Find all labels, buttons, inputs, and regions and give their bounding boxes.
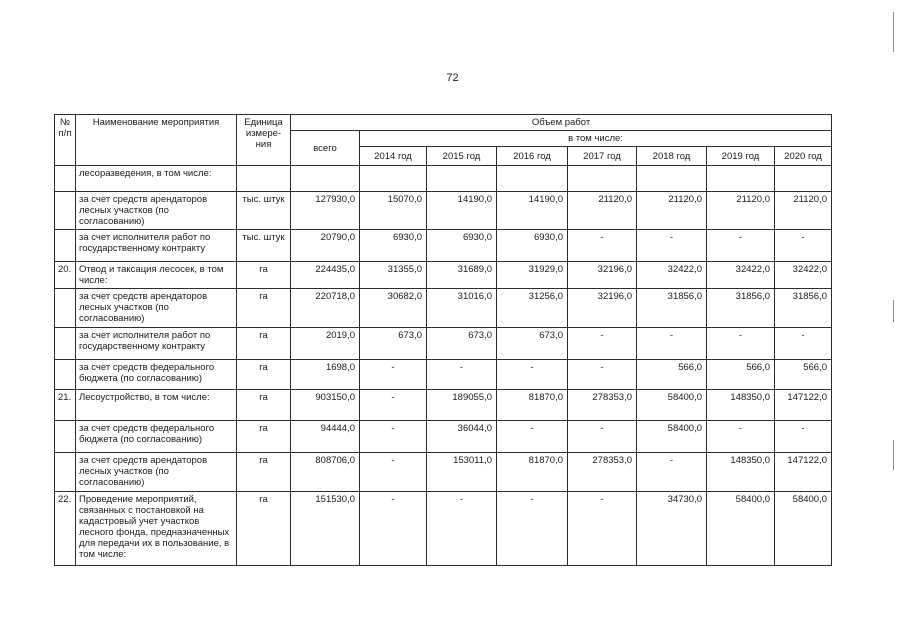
total-cell: 94444,0: [291, 421, 360, 453]
year-value-cell: -: [775, 421, 832, 453]
header-unit: Единица измере-ния: [237, 115, 291, 166]
unit-cell: тыс. штук: [237, 230, 291, 262]
activity-name: Проведение мероприятий, связанных с постановкой на кадастровый учет участков лесного фонда, предназначенных для передачи их в пользование, в том числе:: [76, 492, 237, 566]
header-volume: Объем работ: [291, 115, 832, 131]
year-value-cell: [775, 166, 832, 192]
year-value-cell: 148350,0: [707, 453, 775, 492]
activity-name: за счет средств федерального бюджета (по согласованию): [76, 360, 237, 390]
unit-cell: га: [237, 453, 291, 492]
year-value-cell: [707, 166, 775, 192]
year-value-cell: 278353,0: [568, 453, 637, 492]
row-number: [55, 192, 76, 230]
total-cell: 903150,0: [291, 390, 360, 421]
activity-name: Лесоустройство, в том числе:: [76, 390, 237, 421]
year-value-cell: 32196,0: [568, 262, 637, 289]
page-number: 72: [446, 72, 459, 84]
table-row: [55, 453, 832, 492]
year-value-cell: 81870,0: [497, 453, 568, 492]
year-value-cell: -: [360, 492, 427, 566]
year-value-cell: -: [775, 328, 832, 360]
year-value-cell: -: [775, 230, 832, 262]
year-value-cell: -: [360, 390, 427, 421]
row-number: 21.: [55, 390, 76, 421]
year-value-cell: 32422,0: [637, 262, 707, 289]
year-value-cell: 31016,0: [427, 289, 497, 328]
year-value-cell: 36044,0: [427, 421, 497, 453]
year-value-cell: -: [360, 360, 427, 390]
year-value-cell: -: [497, 492, 568, 566]
activity-name: за счет средств арендаторов лесных участков (по согласованию): [76, 289, 237, 328]
year-value-cell: -: [360, 453, 427, 492]
year-value-cell: 32422,0: [775, 262, 832, 289]
year-value-cell: 15070,0: [360, 192, 427, 230]
year-value-cell: 58400,0: [637, 390, 707, 421]
total-cell: 2019,0: [291, 328, 360, 360]
year-value-cell: 32422,0: [707, 262, 775, 289]
year-value-cell: 6930,0: [360, 230, 427, 262]
header-total: всего: [291, 131, 360, 166]
year-value-cell: -: [707, 230, 775, 262]
year-value-cell: 31856,0: [637, 289, 707, 328]
year-value-cell: -: [637, 328, 707, 360]
activity-name: за счет средств арендаторов лесных участков (по согласованию): [76, 192, 237, 230]
table-row: [55, 262, 832, 289]
year-value-cell: 30682,0: [360, 289, 427, 328]
year-value-cell: 58400,0: [637, 421, 707, 453]
year-value-cell: 6930,0: [497, 230, 568, 262]
scan-edge-mark: [893, 12, 894, 52]
year-value-cell: -: [568, 421, 637, 453]
table-row: [55, 289, 832, 328]
unit-cell: [237, 166, 291, 192]
year-value-cell: -: [637, 453, 707, 492]
year-value-cell: 58400,0: [775, 492, 832, 566]
table-row: [55, 421, 832, 453]
scan-edge-mark: [893, 440, 894, 470]
year-value-cell: 566,0: [707, 360, 775, 390]
unit-cell: га: [237, 421, 291, 453]
activity-name: лесоразведения, в том числе:: [76, 166, 237, 192]
table-row: [55, 166, 832, 192]
header-num: № п/п: [55, 115, 76, 166]
year-value-cell: 6930,0: [427, 230, 497, 262]
year-value-cell: 147122,0: [775, 453, 832, 492]
year-value-cell: [497, 166, 568, 192]
year-value-cell: -: [568, 328, 637, 360]
year-value-cell: 31929,0: [497, 262, 568, 289]
total-cell: 1698,0: [291, 360, 360, 390]
total-cell: 127930,0: [291, 192, 360, 230]
unit-cell: га: [237, 492, 291, 566]
total-cell: 220718,0: [291, 289, 360, 328]
header-year: 2019 год: [707, 147, 775, 166]
total-cell: [291, 166, 360, 192]
year-value-cell: -: [497, 360, 568, 390]
year-value-cell: 81870,0: [497, 390, 568, 421]
header-year: 2014 год: [360, 147, 427, 166]
header-year: 2015 год: [427, 147, 497, 166]
year-value-cell: -: [568, 492, 637, 566]
year-value-cell: -: [707, 328, 775, 360]
row-number: [55, 328, 76, 360]
year-value-cell: 58400,0: [707, 492, 775, 566]
unit-cell: га: [237, 289, 291, 328]
row-number: [55, 360, 76, 390]
unit-cell: га: [237, 262, 291, 289]
year-value-cell: [360, 166, 427, 192]
year-value-cell: 189055,0: [427, 390, 497, 421]
year-value-cell: 148350,0: [707, 390, 775, 421]
year-value-cell: 566,0: [775, 360, 832, 390]
header-year: 2017 год: [568, 147, 637, 166]
activity-name: за счет средств арендаторов лесных участков (по согласованию): [76, 453, 237, 492]
activity-name: Отвод и таксация лесосек, в том числе:: [76, 262, 237, 289]
header-year: 2016 год: [497, 147, 568, 166]
header-name: Наименование мероприятия: [76, 115, 237, 166]
year-value-cell: -: [427, 492, 497, 566]
activity-name: за счет исполнителя работ по государственному контракту: [76, 230, 237, 262]
year-value-cell: 153011,0: [427, 453, 497, 492]
row-number: 20.: [55, 262, 76, 289]
year-value-cell: 673,0: [427, 328, 497, 360]
year-value-cell: -: [568, 230, 637, 262]
total-cell: 808706,0: [291, 453, 360, 492]
row-number: [55, 289, 76, 328]
table-row: [55, 230, 832, 262]
year-value-cell: [427, 166, 497, 192]
unit-cell: га: [237, 390, 291, 421]
year-value-cell: 14190,0: [497, 192, 568, 230]
year-value-cell: 673,0: [360, 328, 427, 360]
total-cell: 151530,0: [291, 492, 360, 566]
year-value-cell: -: [707, 421, 775, 453]
year-value-cell: 673,0: [497, 328, 568, 360]
activity-name: за счет средств федерального бюджета (по согласованию): [76, 421, 237, 453]
year-value-cell: 31856,0: [775, 289, 832, 328]
year-value-cell: -: [497, 421, 568, 453]
table-row: [55, 390, 832, 421]
unit-cell: га: [237, 360, 291, 390]
year-value-cell: 14190,0: [427, 192, 497, 230]
year-value-cell: 31689,0: [427, 262, 497, 289]
header-year: 2020 год: [775, 147, 832, 166]
year-value-cell: 21120,0: [637, 192, 707, 230]
header-including: в том числе:: [360, 131, 832, 147]
unit-cell: тыс. штук: [237, 192, 291, 230]
table-row: [55, 360, 832, 390]
year-value-cell: 147122,0: [775, 390, 832, 421]
scan-edge-mark: [893, 300, 894, 322]
row-number: [55, 166, 76, 192]
table-row: [55, 492, 832, 566]
year-value-cell: 278353,0: [568, 390, 637, 421]
year-value-cell: 21120,0: [568, 192, 637, 230]
year-value-cell: -: [637, 230, 707, 262]
year-value-cell: 31355,0: [360, 262, 427, 289]
row-number: [55, 230, 76, 262]
row-number: 22.: [55, 492, 76, 566]
year-value-cell: [568, 166, 637, 192]
year-value-cell: -: [427, 360, 497, 390]
year-value-cell: 21120,0: [707, 192, 775, 230]
table-row: [55, 328, 832, 360]
total-cell: 224435,0: [291, 262, 360, 289]
year-value-cell: 31256,0: [497, 289, 568, 328]
year-value-cell: 566,0: [637, 360, 707, 390]
year-value-cell: 31856,0: [707, 289, 775, 328]
year-value-cell: 32196,0: [568, 289, 637, 328]
row-number: [55, 421, 76, 453]
year-value-cell: -: [568, 360, 637, 390]
header-year: 2018 год: [637, 147, 707, 166]
year-value-cell: [637, 166, 707, 192]
year-value-cell: -: [360, 421, 427, 453]
unit-cell: га: [237, 328, 291, 360]
forestry-plan-table: [54, 114, 832, 566]
year-value-cell: 34730,0: [637, 492, 707, 566]
table-row: [55, 192, 832, 230]
total-cell: 20790,0: [291, 230, 360, 262]
row-number: [55, 453, 76, 492]
activity-name: за счет исполнителя работ по государственному контракту: [76, 328, 237, 360]
year-value-cell: 21120,0: [775, 192, 832, 230]
